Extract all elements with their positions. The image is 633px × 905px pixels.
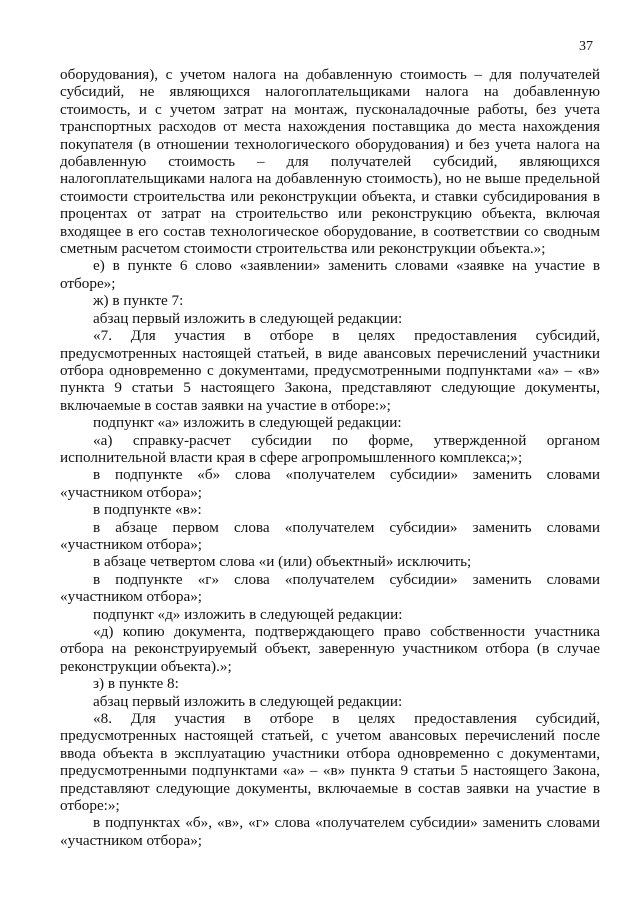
paragraph: «а) справку-расчет субсидии по форме, утвержденной органом исполнительной власти края в сфере агропромышленного комплекса;»; — [60, 431, 600, 466]
paragraph: в абзаце четвертом слова «и (или) объектный» исключить; — [93, 553, 472, 571]
paragraph: в подпункте «г» слова «получателем субсидии» заменить словами «участником отбора»; — [60, 570, 600, 606]
paragraph: оборудования), с учетом налога на добавленную стоимость – для получателей субсидий, не являющихся налогоплательщиками налога на добавленную стоимость, и с учетом затрат на монтаж, пусконаладочные работы, без учета транспортных расходов от места нахождения поставщика до места нахождения покупателя (в отношении технологического оборудования) и без учета налога на добавленную стоимость – для получателей субсидий, являющихся налогоплательщиками налога на добавленную стоимость), но не выше предельной стоимости строительства или реконструкции объекта, и ставки субсидирования в процентах от затрат на строительство или реконструкцию объекта, включая входящее в его состав технологическое оборудование, в соответствии со сводным сметным расчетом стоимости строительства или реконструкции объекта.»; — [60, 66, 600, 258]
paragraph: подпункт «а» изложить в следующей редакции: — [93, 414, 402, 432]
paragraph: ж) в пункте 7: — [93, 292, 184, 310]
paragraph: в подпунктах «б», «в», «г» слова «получателем субсидии» заменить словами «участником отбора»; — [60, 814, 600, 849]
paragraph: абзац первый изложить в следующей редакции: — [93, 309, 403, 327]
paragraph: «д) копию документа, подтверждающего право собственности участника отбора на реконструируемый объект, заверенную участником отбора (в случае реконструкции объекта).»; — [60, 623, 600, 675]
paragraph: в подпункте «б» слова «получателем субсидии» заменить словами «участником отбора»; — [60, 466, 600, 501]
paragraph: «7. Для участия в отборе в целях предоставления субсидий, предусмотренных настоящей статьей, в виде авансовых перечислений участники отбора одновременно с документами, предусмотренными подпунктами «а» – «в» пункта 9 статьи 5 настоящего Закона, представляют следующие документы, включаемые в состав заявки на участие в отборе:»; — [60, 327, 600, 414]
page-number: 37 — [579, 39, 593, 54]
paragraph: подпункт «д» изложить в следующей редакции: — [93, 605, 403, 623]
paragraph: в абзаце первом слова «получателем субсидии» заменить словами «участником отбора»; — [60, 518, 600, 553]
paragraph: абзац первый изложить в следующей редакции: — [93, 692, 403, 710]
paragraph: в подпункте «в»: — [93, 501, 202, 519]
paragraph: з) в пункте 8: — [93, 675, 179, 693]
paragraph: е) в пункте 6 слово «заявлении» заменить словами «заявке на участие в отборе»; — [60, 257, 600, 292]
document-body — [60, 66, 600, 849]
paragraph: «8. Для участия в отборе в целях предоставления субсидий, предусмотренных настоящей статьей, с учетом авансовых перечислений после ввода объекта в эксплуатацию участники отбора одновременно с документами, предусмотренными подпунктами «а» – «в» пункта 9 статьи 5 настоящего Закона, представляют следующие документы, включаемые в состав заявки на участие в отборе:»; — [60, 710, 600, 815]
